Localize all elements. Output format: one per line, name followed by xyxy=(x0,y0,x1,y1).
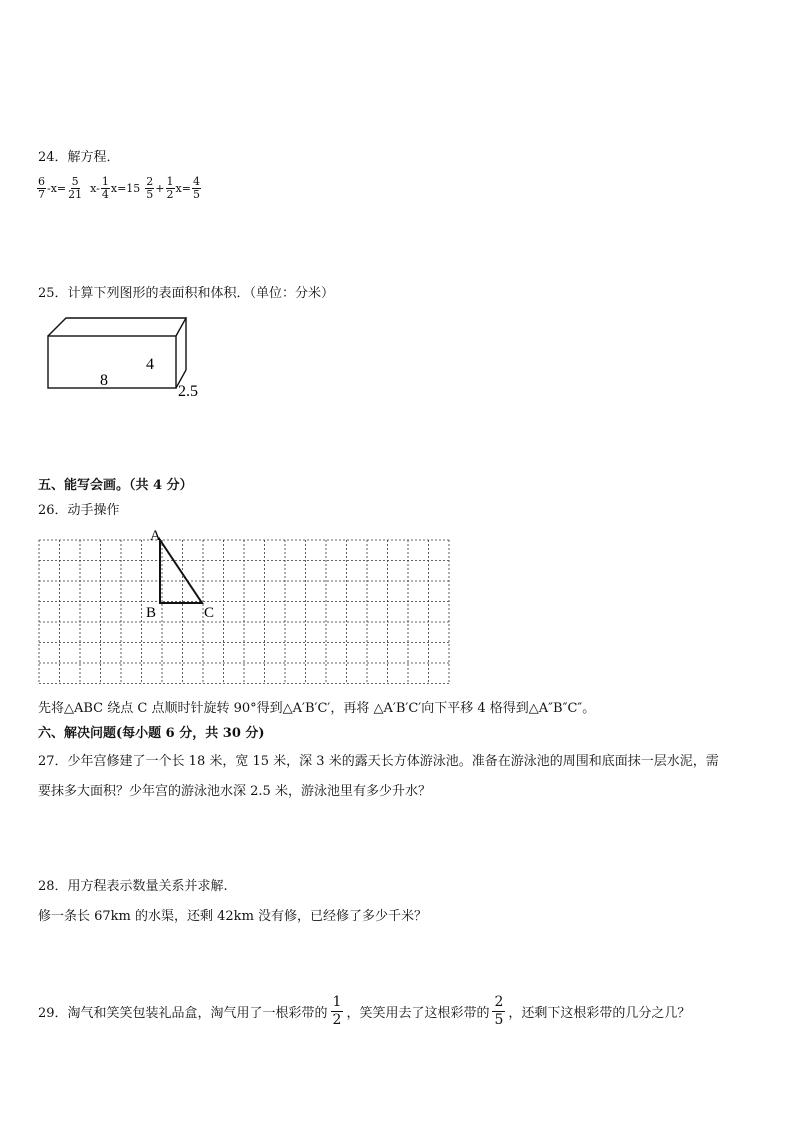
eq2-prefix: x- xyxy=(90,182,100,195)
eq1-operator: -x= xyxy=(47,182,67,195)
vertex-c-label: C xyxy=(204,605,215,621)
vertex-b-label: B xyxy=(146,605,157,621)
q27-line2: 要抹多大面积？少年宫的游泳池水深 2.5 米，游泳池里有多少升水？ xyxy=(38,784,431,799)
length-label: 8 xyxy=(100,372,108,389)
cuboid-side-face xyxy=(176,318,186,388)
vertex-a-label: A xyxy=(150,528,161,544)
q26-title: 26．动手操作 xyxy=(38,503,120,518)
height-label: 4 xyxy=(146,356,154,373)
q28-line2: 修一条长 67km 的水渠，还剩 42km 没有修，已经修了多少千米？ xyxy=(38,909,428,924)
q29-text xyxy=(38,994,690,1029)
eq3-fraction-a: $\frac{2}{5}$ xyxy=(146,175,154,201)
eq3-fraction-c: $\frac{4}{5}$ xyxy=(192,175,200,201)
q24-title: 24．解方程． xyxy=(38,150,120,165)
cuboid-front-face xyxy=(48,336,176,388)
cuboid-figure xyxy=(40,312,220,404)
eq3-operator: x= xyxy=(175,182,191,195)
eq3-plus: + xyxy=(155,182,165,195)
section6-heading: 六、解决问题(每小题 6 分，共 30 分) xyxy=(38,726,265,741)
cuboid-top-face xyxy=(48,318,186,336)
eq2-fraction: $\frac{1}{4}$ xyxy=(101,175,109,201)
q29-fraction-half: $\frac{1}{2}$ xyxy=(332,994,342,1028)
q29-fraction-two-fifths: $\frac{2}{5}$ xyxy=(494,994,504,1028)
q27-line1: 27．少年宫修建了一个长 18 米，宽 15 米，深 3 米的露天长方体游泳池。准备在游泳池的周围和底面抹一层水泥，需 xyxy=(38,754,719,769)
eq1-fraction-b: $\frac{5}{21}$ xyxy=(68,175,83,201)
triangle-abc xyxy=(160,540,202,603)
q25-title: 25．计算下列图形的表面积和体积．（单位：分米） xyxy=(38,286,335,301)
q29-part2: ，笑笑用去了这根彩带的 xyxy=(346,1006,490,1021)
eq2-suffix: x=15 xyxy=(110,182,141,195)
q29-part3: ，还剩下这根彩带的几分之几？ xyxy=(508,1006,691,1021)
q24-equations xyxy=(36,176,202,201)
q28-line1: 28．用方程表示数量关系并求解. xyxy=(38,879,228,894)
eq3-fraction-b: $\frac{1}{2}$ xyxy=(166,175,174,201)
q29-part1: 29．淘气和笑笑包装礼品盒，淘气用了一根彩带的 xyxy=(38,1006,328,1021)
eq1-fraction-a: $\frac{6}{7}$ xyxy=(38,175,45,201)
width-label: 2.5 xyxy=(178,383,198,400)
q26-instruction: 先将△ABC 绕点 C 点顺时针旋转 90°得到△A′B′C′，再将 △A′B′C′向下平移 4 格得到△A″B″C″。 xyxy=(38,701,596,716)
section5-heading: 五、能写会画。（共 4 分） xyxy=(38,478,193,493)
dotted-grid xyxy=(39,540,449,684)
grid-figure xyxy=(36,524,452,688)
